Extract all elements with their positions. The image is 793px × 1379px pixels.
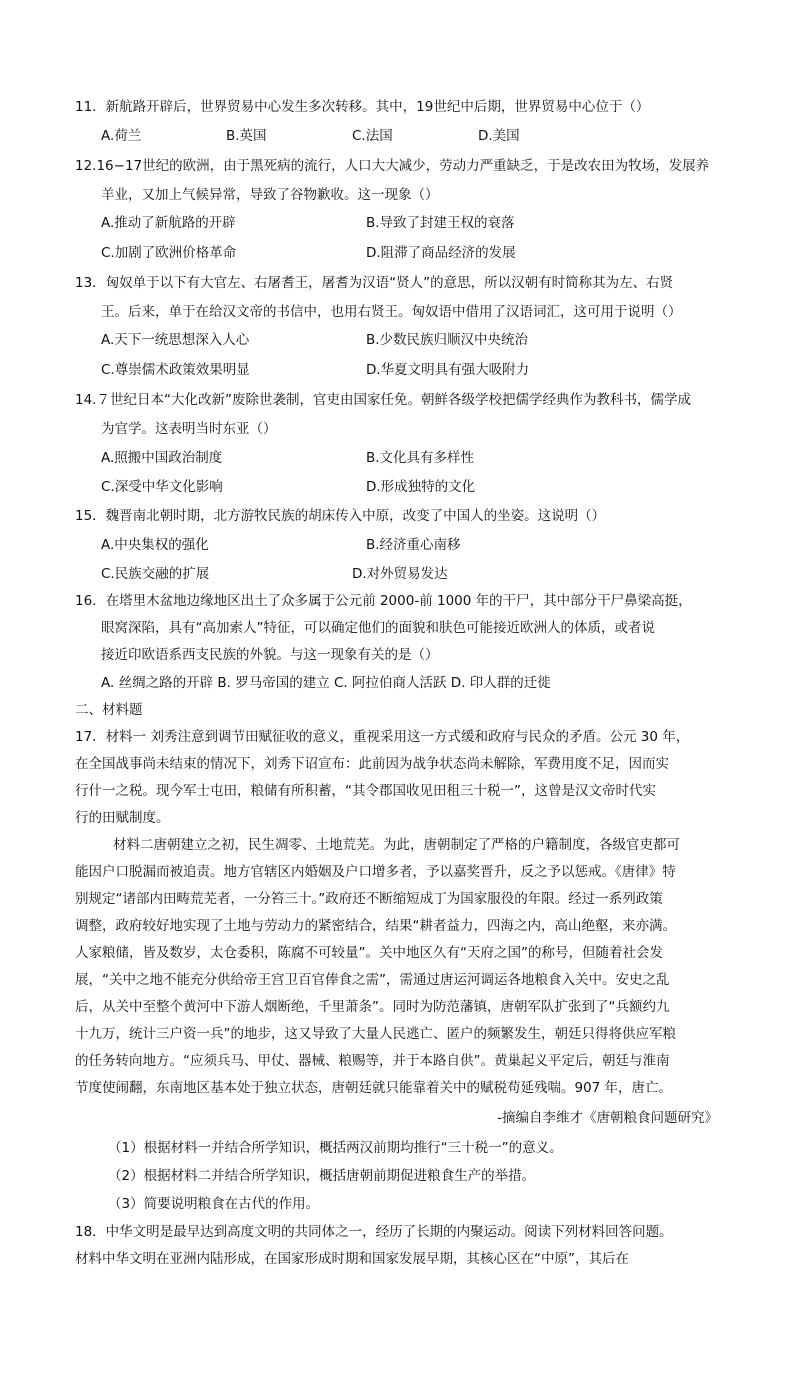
q14-stem-line: 为官学。这表明当时东亚（） (101, 421, 277, 437)
q11-stem: 11．新航路开辟后，世界贸易中心发生多次转移。其中，19世纪中后期，世界贸易中心位于（） (75, 99, 650, 115)
q12-option-a: A.推动了新航路的开辟 (101, 215, 236, 231)
q14-stem-line: 14.７世纪日本“大化改新”废除世袭制，官吏由国家任免。朝鲜各级学校把儒学经典作为教科书，儒学成 (75, 392, 691, 408)
q15-option-a: A.中央集权的强化 (101, 537, 209, 553)
q17-subquestion: （1）根据材料一并结合所学知识，概括两汉前期均推行“三十税一”的意义。 (108, 1140, 563, 1156)
q17-material-line: 调整，政府较好地实现了土地与劳动力的紧密结合，结果“耕者益力，四海之内，高山绝壑，来亦满。 (75, 918, 676, 934)
q11-option-a: A.荷兰 (101, 128, 142, 144)
q17-source: -摘编自李维才《唐朝粮食问题研究》 (497, 1110, 718, 1126)
q16-stem-line: 16．在塔里木盆地边缘地区出土了众多属于公元前 2000-前 1000 年的干尸，其中部分干尸鼻梁高挺， (75, 593, 692, 609)
q12-stem-line: 羊业，又加上气候异常，导致了谷物歉收。这一现象（） (101, 187, 439, 203)
q15-stem: 15．魏晋南北朝时期，北方游牧民族的胡床传入中原，改变了中国人的坐姿。这说明（） (75, 508, 606, 524)
q17-material-line: 别规定“诸部内田畴荒芜者，一分笞三十。”政府还不断缩短成丁为国家服役的年限。经过一系列政策 (75, 891, 663, 907)
q17-material-line: 十九万，统计三户资一兵”的地步，这又导致了大量人民逃亡、匿户的频繁发生，朝廷只得将供应军粮 (75, 1026, 676, 1042)
q12-option-b: B.导致了封建王权的衰落 (366, 215, 515, 231)
q11-option-d: D.美国 (478, 128, 520, 144)
q17-material-line: 节度使闹翻，东南地区基本处于独立状态，唐朝廷就只能靠着关中的赋税苟延残喘。907 年，唐亡。 (75, 1080, 673, 1096)
q16-options: A. 丝绸之路的开辟 B. 罗马帝国的建立 C. 阿拉伯商人活跃 D. 印人群的迁徙 (101, 675, 551, 691)
q16-stem-line: 眼窝深陷，具有“高加索人”特征，可以确定他们的面貌和肤色可能接近欧洲人的体质，或者说 (101, 620, 655, 636)
q12-stem-line: 12.16−17世纪的欧洲，由于黑死病的流行，人口大大减少，劳动力严重缺乏，于是改农田为牧场，发展养 (75, 158, 710, 174)
q17-material-line: 17．材料一 刘秀注意到调节田赋征收的意义，重视采用这一方式缓和政府与民众的矛盾。公元 30 年， (75, 729, 690, 745)
q12-option-d: D.阻滞了商品经济的发展 (366, 245, 516, 261)
q17-material-line: 在全国战事尚未结束的情况下，刘秀下诏宣布：此前因为战争状态尚未解除，军费用度不足，因而实 (75, 756, 669, 772)
q13-option-c: C.尊崇儒术政策效果明显 (101, 362, 250, 378)
q17-material-line: 的任务转向地方。“应须兵马、甲仗、器械、粮赐等，并于本路自供”。黄巢起义平定后，朝廷与淮南 (75, 1053, 670, 1069)
q17-material-line: 后，从关中至整个黄河中下游人烟断绝，千里萧条”。同时为防范藩镇，唐朝军队扩张到了“兵额约九 (75, 999, 670, 1015)
q17-subquestion: （3）简要说明粮食在古代的作用。 (108, 1196, 320, 1212)
q13-stem-line: 王。后来，单于在给汉文帝的书信中，也用右贤王。匈奴语中借用了汉语词汇，这可用于说明（） (101, 304, 682, 320)
q17-material-line: 人家粮储，皆及数岁，太仓委积，陈腐不可较量”。关中地区久有“天府之国”的称号，但随着社会发 (75, 945, 663, 961)
q13-option-a: A.天下一统思想深入人心 (101, 332, 250, 348)
q15-option-b: B.经济重心南移 (366, 537, 461, 553)
q11-option-b: B.英国 (226, 128, 267, 144)
q13-option-b: B.少数民族归顺汉中央统治 (366, 332, 529, 348)
q18-stem: 18．中华文明是最早达到高度文明的共同体之一，经历了长期的内聚运动。阅读下列材料回答问题。 (75, 1224, 673, 1240)
q17-material-line: 能因户口脱漏而被追责。地方官辖区内婚姻及户口增多者，予以嘉奖晋升，反之予以惩戒。《唐律》特 (75, 864, 676, 880)
q17-material-line: 行什一之税。现今军士屯田，粮储有所积蓄，“其令郡国收见田租三十税一”，这曾是汉文帝时代实 (75, 783, 656, 799)
q13-option-d: D.华夏文明具有强大吸附力 (366, 362, 530, 378)
q12-option-c: C.加剧了欧洲价格革命 (101, 245, 237, 261)
q11-option-c: C.法国 (352, 128, 393, 144)
section-heading: 二、材料题 (75, 702, 143, 718)
q18-material-line: 材料中华文明在亚洲内陆形成，在国家形成时期和国家发展早期，其核心区在“中原”，其后在 (75, 1251, 629, 1267)
q14-option-c: C.深受中华文化影响 (101, 479, 223, 495)
q16-stem-line: 接近印欧语系西支民族的外貌。与这一现象有关的是（） (101, 647, 439, 663)
q14-option-a: A.照搬中国政治制度 (101, 450, 223, 466)
q17-material-line: 材料二唐朝建立之初，民生凋零、土地荒芜。为此，唐朝制定了严格的户籍制度，各级官吏都可 (113, 837, 680, 853)
q17-material-line: 行的田赋制度。 (75, 810, 170, 826)
q14-option-d: D.形成独特的文化 (366, 479, 476, 495)
q15-option-d: D.对外贸易发达 (352, 566, 448, 582)
q15-option-c: C.民族交融的扩展 (101, 566, 210, 582)
q13-stem-line: 13．匈奴单于以下有大官左、右屠耆王，屠耆为汉语“贤人”的意思，所以汉朝有时简称其为左、右贤 (75, 275, 674, 291)
q17-subquestion: （2）根据材料二并结合所学知识，概括唐朝前期促进粮食生产的举措。 (108, 1168, 536, 1184)
q14-option-b: B.文化具有多样性 (366, 450, 475, 466)
q17-material-line: 展，“关中之地不能充分供给帝王宫卫百官俸食之需”，需通过唐运河调运各地粮食入关中。安史之乱 (75, 972, 670, 988)
